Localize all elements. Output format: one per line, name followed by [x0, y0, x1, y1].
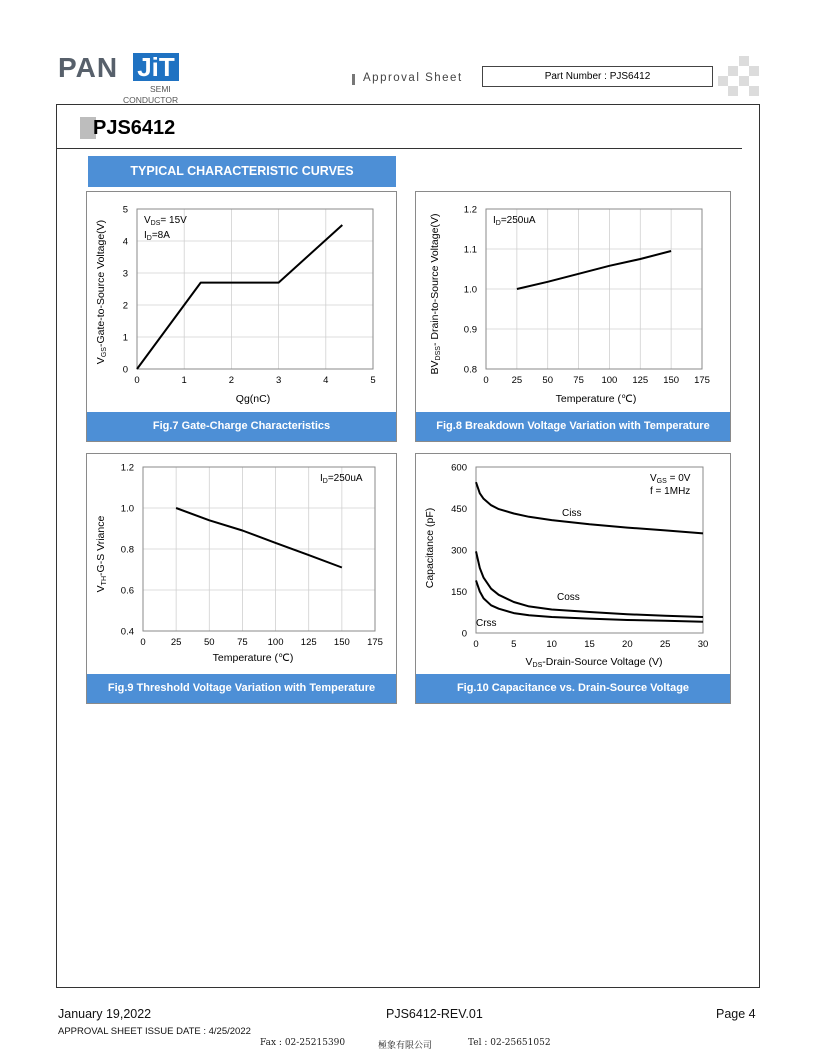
x-tick-label: 175	[694, 375, 710, 386]
fig9-xlabel: Temperature (℃)	[212, 652, 294, 664]
fig10-label-crss: Crss	[476, 618, 497, 629]
y-tick-label: 0.9	[463, 324, 477, 336]
x-tick-label: 4	[323, 375, 329, 386]
fig9-ylabel: VTH-G-S Vriance	[95, 515, 108, 593]
x-tick-label: 125	[300, 637, 317, 648]
fig7-caption: Fig.7 Gate-Charge Characteristics	[87, 412, 396, 441]
x-tick-label: 0	[140, 637, 146, 648]
footer-page-number: Page 4	[716, 1007, 756, 1021]
x-tick-label: 5	[370, 375, 376, 386]
checker-decoration	[718, 56, 760, 96]
y-tick-label: 0.4	[120, 626, 134, 638]
part-number-box: Part Number : PJS6412	[482, 66, 713, 87]
title-divider	[56, 148, 742, 149]
y-tick-label: 150	[451, 587, 467, 598]
footer-fax: Fax : 02-25215390	[260, 1038, 346, 1048]
x-tick-label: 3	[275, 375, 282, 386]
y-tick-label: 4	[122, 236, 128, 248]
x-tick-label: 5	[511, 639, 517, 650]
series-line-coss	[476, 551, 703, 617]
fig8-ylabel: BVDSS- Drain-to-Source Voltage(V)	[429, 213, 442, 375]
y-tick-label: 0	[122, 364, 128, 376]
x-tick-label: 30	[697, 639, 709, 650]
logo-semi: SEMI	[150, 84, 171, 94]
x-tick-label: 1	[181, 375, 187, 386]
fig9-annotation-id: $I_D=250uA$	[320, 473, 363, 485]
fig10-chart	[416, 454, 730, 676]
logo-pan: PAN	[58, 52, 119, 83]
fig8-panel	[415, 191, 731, 442]
y-tick-label: 2	[122, 300, 128, 312]
fig7-chart	[87, 192, 396, 414]
y-tick-label: 0.8	[120, 544, 134, 556]
y-tick-label: 1.2	[120, 462, 134, 474]
fig10-label-ciss: Ciss	[562, 508, 582, 519]
x-tick-label: 25	[511, 375, 523, 386]
fig10-caption: Fig.10 Capacitance vs. Drain-Source Voltage	[416, 674, 730, 703]
x-tick-label: 100	[601, 375, 618, 386]
x-tick-label: 0	[134, 375, 140, 386]
series-line	[137, 225, 342, 369]
fig9-chart	[87, 454, 396, 676]
x-tick-label: 75	[237, 637, 248, 648]
y-tick-label: 1.1	[463, 244, 477, 256]
y-tick-label: 450	[451, 504, 467, 515]
x-tick-label: 50	[203, 637, 215, 648]
x-tick-label: 10	[546, 639, 557, 650]
x-tick-label: 75	[573, 375, 584, 386]
fig7-annotation-id: $I_D=8A$	[144, 230, 170, 242]
footer-revision: PJS6412-REV.01	[386, 1007, 483, 1021]
x-tick-label: 100	[267, 637, 284, 648]
y-tick-label: 300	[451, 545, 467, 557]
logo-jit: JiT	[133, 53, 179, 81]
fig10-annotation-vgs: $V_{GS} = 0V$	[650, 473, 691, 485]
y-tick-label: 0	[461, 628, 467, 640]
y-tick-label: 1.0	[463, 284, 477, 296]
x-tick-label: 2	[228, 375, 235, 386]
x-tick-label: 20	[622, 639, 633, 650]
x-tick-label: 150	[663, 375, 680, 386]
section-heading: TYPICAL CHARACTERISTIC CURVES	[88, 156, 396, 187]
fig9-caption: Fig.9 Threshold Voltage Variation with Temperature	[87, 674, 396, 703]
footer-tel: Tel : 02-25651052	[468, 1038, 551, 1048]
y-tick-label: 0.6	[120, 585, 134, 597]
logo-conductor: CONDUCTOR	[123, 95, 179, 105]
fig8-caption: Fig.8 Breakdown Voltage Variation with Temperature	[416, 412, 730, 441]
fig10-label-coss: Coss	[557, 592, 580, 603]
page-title: PJS6412	[93, 117, 176, 139]
fig8-chart	[416, 192, 730, 414]
fig10-xlabel: VDS-Drain-Source Voltage (V)	[525, 656, 663, 669]
approval-sheet-label: Approval Sheet	[363, 72, 463, 84]
fig7-xlabel: Qg(nC)	[235, 393, 271, 405]
fig10-annotation-f: f = 1MHz	[650, 486, 691, 497]
fig8-annotation-id: $I_D=250uA$	[493, 215, 536, 227]
x-tick-label: 50	[542, 375, 554, 386]
fig8-xlabel: Temperature (℃)	[555, 393, 637, 405]
y-tick-label: 5	[122, 204, 128, 216]
y-tick-label: 0.8	[463, 364, 477, 376]
x-tick-label: 175	[367, 637, 383, 648]
x-tick-label: 25	[659, 639, 671, 650]
y-tick-label: 1.0	[120, 503, 134, 515]
x-tick-label: 0	[483, 375, 489, 386]
fig7-annotation-vds: $V_{DS}= 15V$	[144, 215, 187, 227]
x-tick-label: 0	[473, 639, 479, 650]
fig10-ylabel: Capacitance (pF)	[424, 507, 436, 589]
footer-company: 極象有限公司	[378, 1041, 433, 1051]
y-tick-label: 1	[122, 332, 128, 344]
footer-issue-date: APPROVAL SHEET ISSUE DATE : 4/25/2022	[58, 1026, 251, 1037]
fig9-panel	[86, 453, 397, 704]
x-tick-label: 15	[584, 639, 595, 650]
y-tick-label: 600	[451, 462, 467, 474]
fig7-panel	[86, 191, 397, 442]
x-tick-label: 125	[632, 375, 649, 386]
y-tick-label: 1.2	[463, 204, 477, 216]
y-tick-label: 3	[122, 268, 128, 280]
series-line	[517, 251, 671, 289]
series-line	[176, 508, 342, 568]
fig7-ylabel: VGS-Gate-to-Source Voltage(V)	[95, 219, 108, 365]
x-tick-label: 150	[333, 637, 350, 648]
approval-marker	[352, 74, 355, 85]
fig10-panel	[415, 453, 731, 704]
footer-date: January 19,2022	[58, 1007, 152, 1021]
x-tick-label: 25	[170, 637, 182, 648]
